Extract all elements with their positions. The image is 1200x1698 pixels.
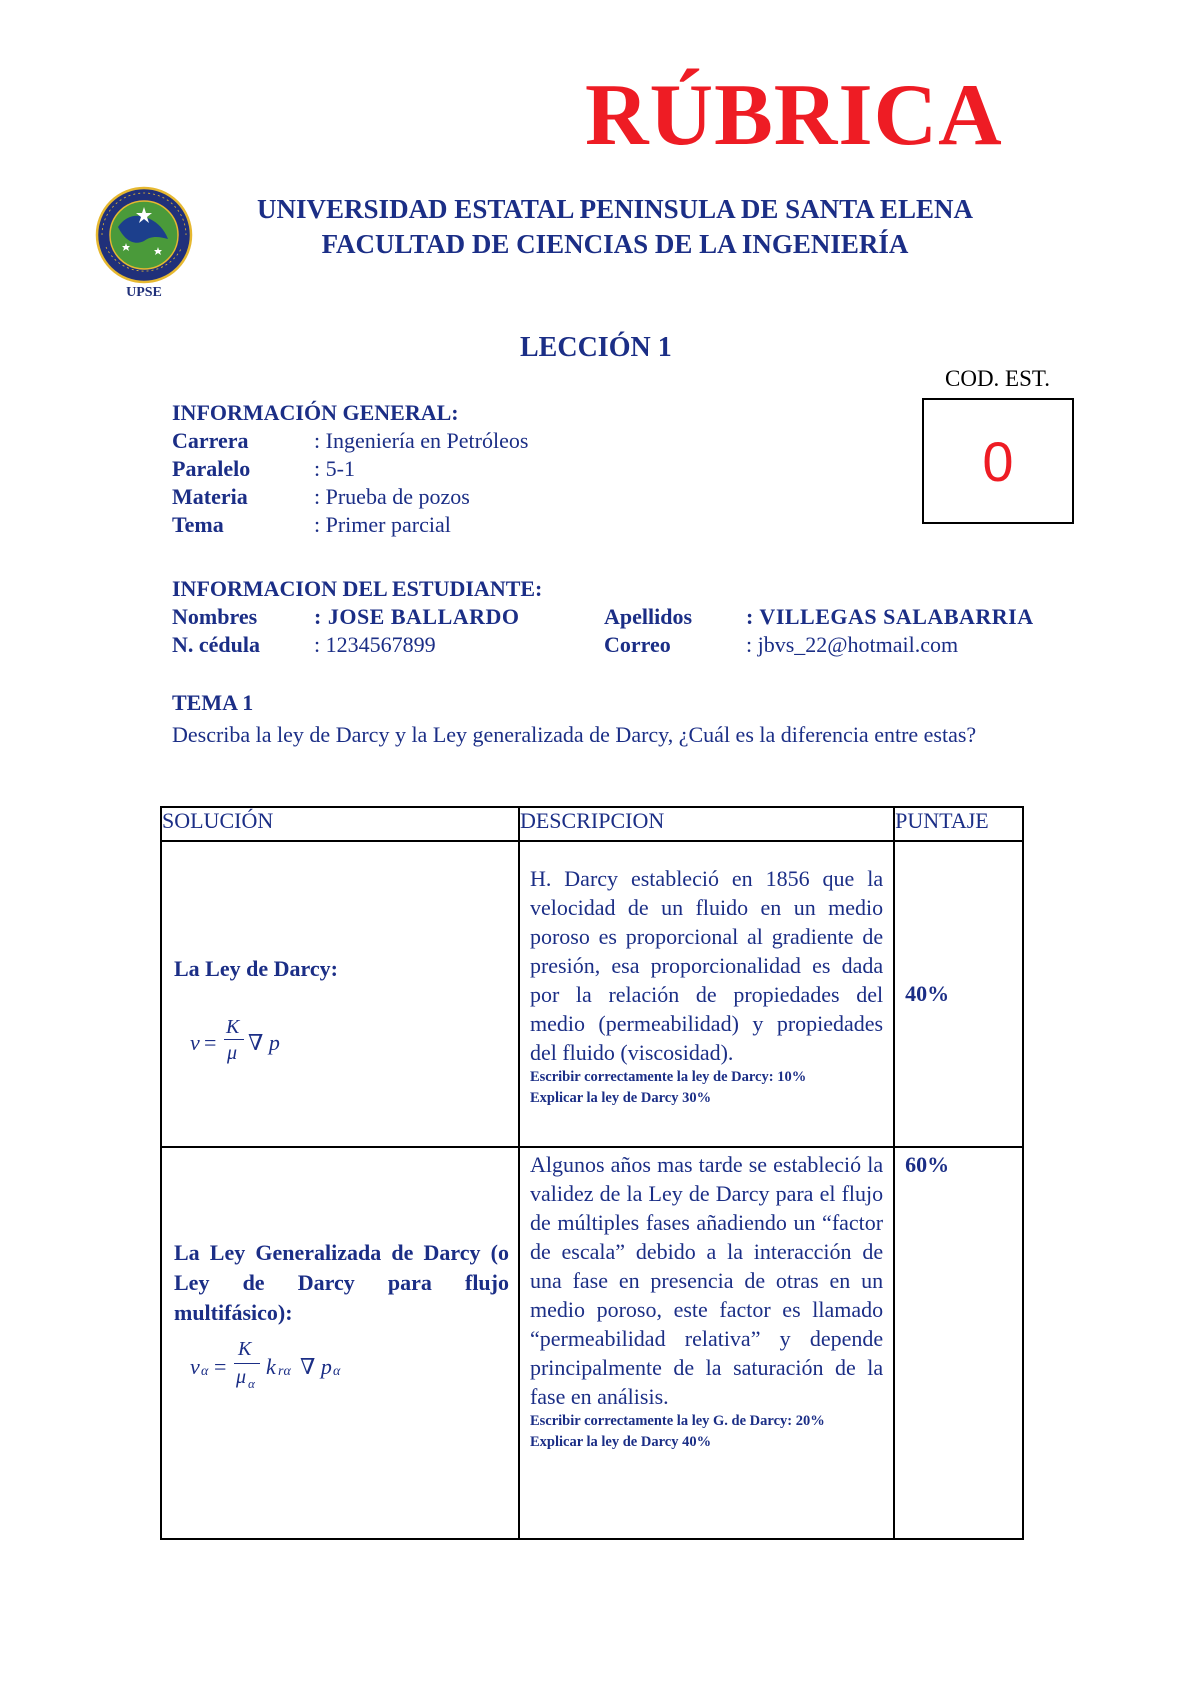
general-info-heading: INFORMACIÓN GENERAL: xyxy=(172,400,459,425)
cedula-label: N. cédula xyxy=(172,632,260,657)
rubric-table xyxy=(160,806,1024,1540)
score-value: 60% xyxy=(905,1152,950,1177)
criteria-note: Escribir correctamente la ley de Darcy: 10% xyxy=(529,1069,807,1085)
generalized-darcy-formula: v α = K μ α k rα ∇ p α xyxy=(190,1338,341,1391)
description-text: H. Darcy estableció en 1856 que la velocidad de un fluido en un medio poroso es proporcional al gradiente de presión, esa proporcionalidad es dada por la relación de propiedades del medio (permeabilidad) y propiedades del fluido (viscosidad). xyxy=(529,866,884,1065)
student-row-id xyxy=(172,631,1042,659)
solution-title: La Ley de Darcy: xyxy=(174,956,338,981)
info-value: : Primer parcial xyxy=(314,512,451,537)
apellidos-value: : VILLEGAS SALABARRIA xyxy=(746,604,1034,629)
tema-question: Describa la ley de Darcy y la Ley generalizada de Darcy, ¿Cuál es la diferencia entre estas? xyxy=(172,722,977,747)
table-header-row xyxy=(161,807,1023,841)
student-info-heading: INFORMACION DEL ESTUDIANTE: xyxy=(172,576,543,601)
upse-seal-icon xyxy=(92,185,202,303)
info-label: Carrera xyxy=(172,428,249,453)
cod-est-box xyxy=(922,398,1074,524)
correo-label: Correo xyxy=(604,632,671,657)
score-value: 40% xyxy=(905,981,950,1006)
apellidos-label: Apellidos xyxy=(604,604,693,629)
score-cell xyxy=(894,841,1023,1147)
criteria-note: Explicar la ley de Darcy 30% xyxy=(529,1090,712,1106)
logo-text: UPSE xyxy=(126,285,162,300)
university-heading xyxy=(200,192,1030,262)
student-row-names xyxy=(172,603,1042,631)
info-label: Tema xyxy=(172,512,224,537)
header-description: DESCRIPCION xyxy=(519,807,894,841)
info-row-tema xyxy=(172,511,672,539)
tema-heading: TEMA 1 xyxy=(172,690,254,715)
university-logo xyxy=(92,185,202,303)
university-name: UNIVERSIDAD ESTATAL PENINSULA DE SANTA ELENA xyxy=(257,194,973,224)
description-cell xyxy=(519,1147,894,1539)
criteria-note: Escribir correctamente la ley G. de Darcy: 20% xyxy=(529,1413,825,1429)
header-solution: SOLUCIÓN xyxy=(161,807,519,841)
table-row xyxy=(161,841,1023,1147)
info-value: : Prueba de pozos xyxy=(314,484,470,509)
info-row-materia xyxy=(172,483,672,511)
info-label: Materia xyxy=(172,484,248,509)
info-value: : Ingeniería en Petróleos xyxy=(314,428,529,453)
info-label: Paralelo xyxy=(172,456,251,481)
solution-title: La Ley Generalizada de Darcy (o Ley de Darcy para flujo multifásico): xyxy=(174,1240,509,1325)
darcy-formula: v = K μ ∇ p xyxy=(190,1016,280,1064)
description-text: Algunos años mas tarde se estableció la validez de la Ley de Darcy para el flujo de múltiples fases añadiendo un “factor de escala” debido a la interacción de una fase en presencia de otras en un medio poroso, este factor es llamado “permeabilidad relativa” y depende principalmente de la saturación de la fase en análisis. xyxy=(529,1152,884,1409)
info-row-paralelo xyxy=(172,455,672,483)
correo-value: : jbvs_22@hotmail.com xyxy=(746,632,959,657)
cod-est-label: COD. EST. xyxy=(945,366,1050,391)
document-title: RÚBRICA xyxy=(585,67,1003,164)
criteria-note: Explicar la ley de Darcy 40% xyxy=(529,1434,712,1450)
solution-cell xyxy=(161,841,519,1147)
nombres-label: Nombres xyxy=(172,604,258,629)
solution-cell xyxy=(161,1147,519,1539)
info-value: : 5-1 xyxy=(314,456,355,481)
nombres-value: : JOSE BALLARDO xyxy=(314,604,520,629)
info-row-carrera xyxy=(172,427,672,455)
table-row xyxy=(161,1147,1023,1539)
cedula-value: : 1234567899 xyxy=(314,632,436,657)
description-cell xyxy=(519,841,894,1147)
cod-est-value: 0 xyxy=(982,429,1014,493)
faculty-name: FACULTAD DE CIENCIAS DE LA INGENIERÍA xyxy=(321,229,909,259)
score-cell xyxy=(894,1147,1023,1539)
header-score: PUNTAJE xyxy=(894,807,1023,841)
lesson-title: LECCIÓN 1 xyxy=(520,332,672,363)
